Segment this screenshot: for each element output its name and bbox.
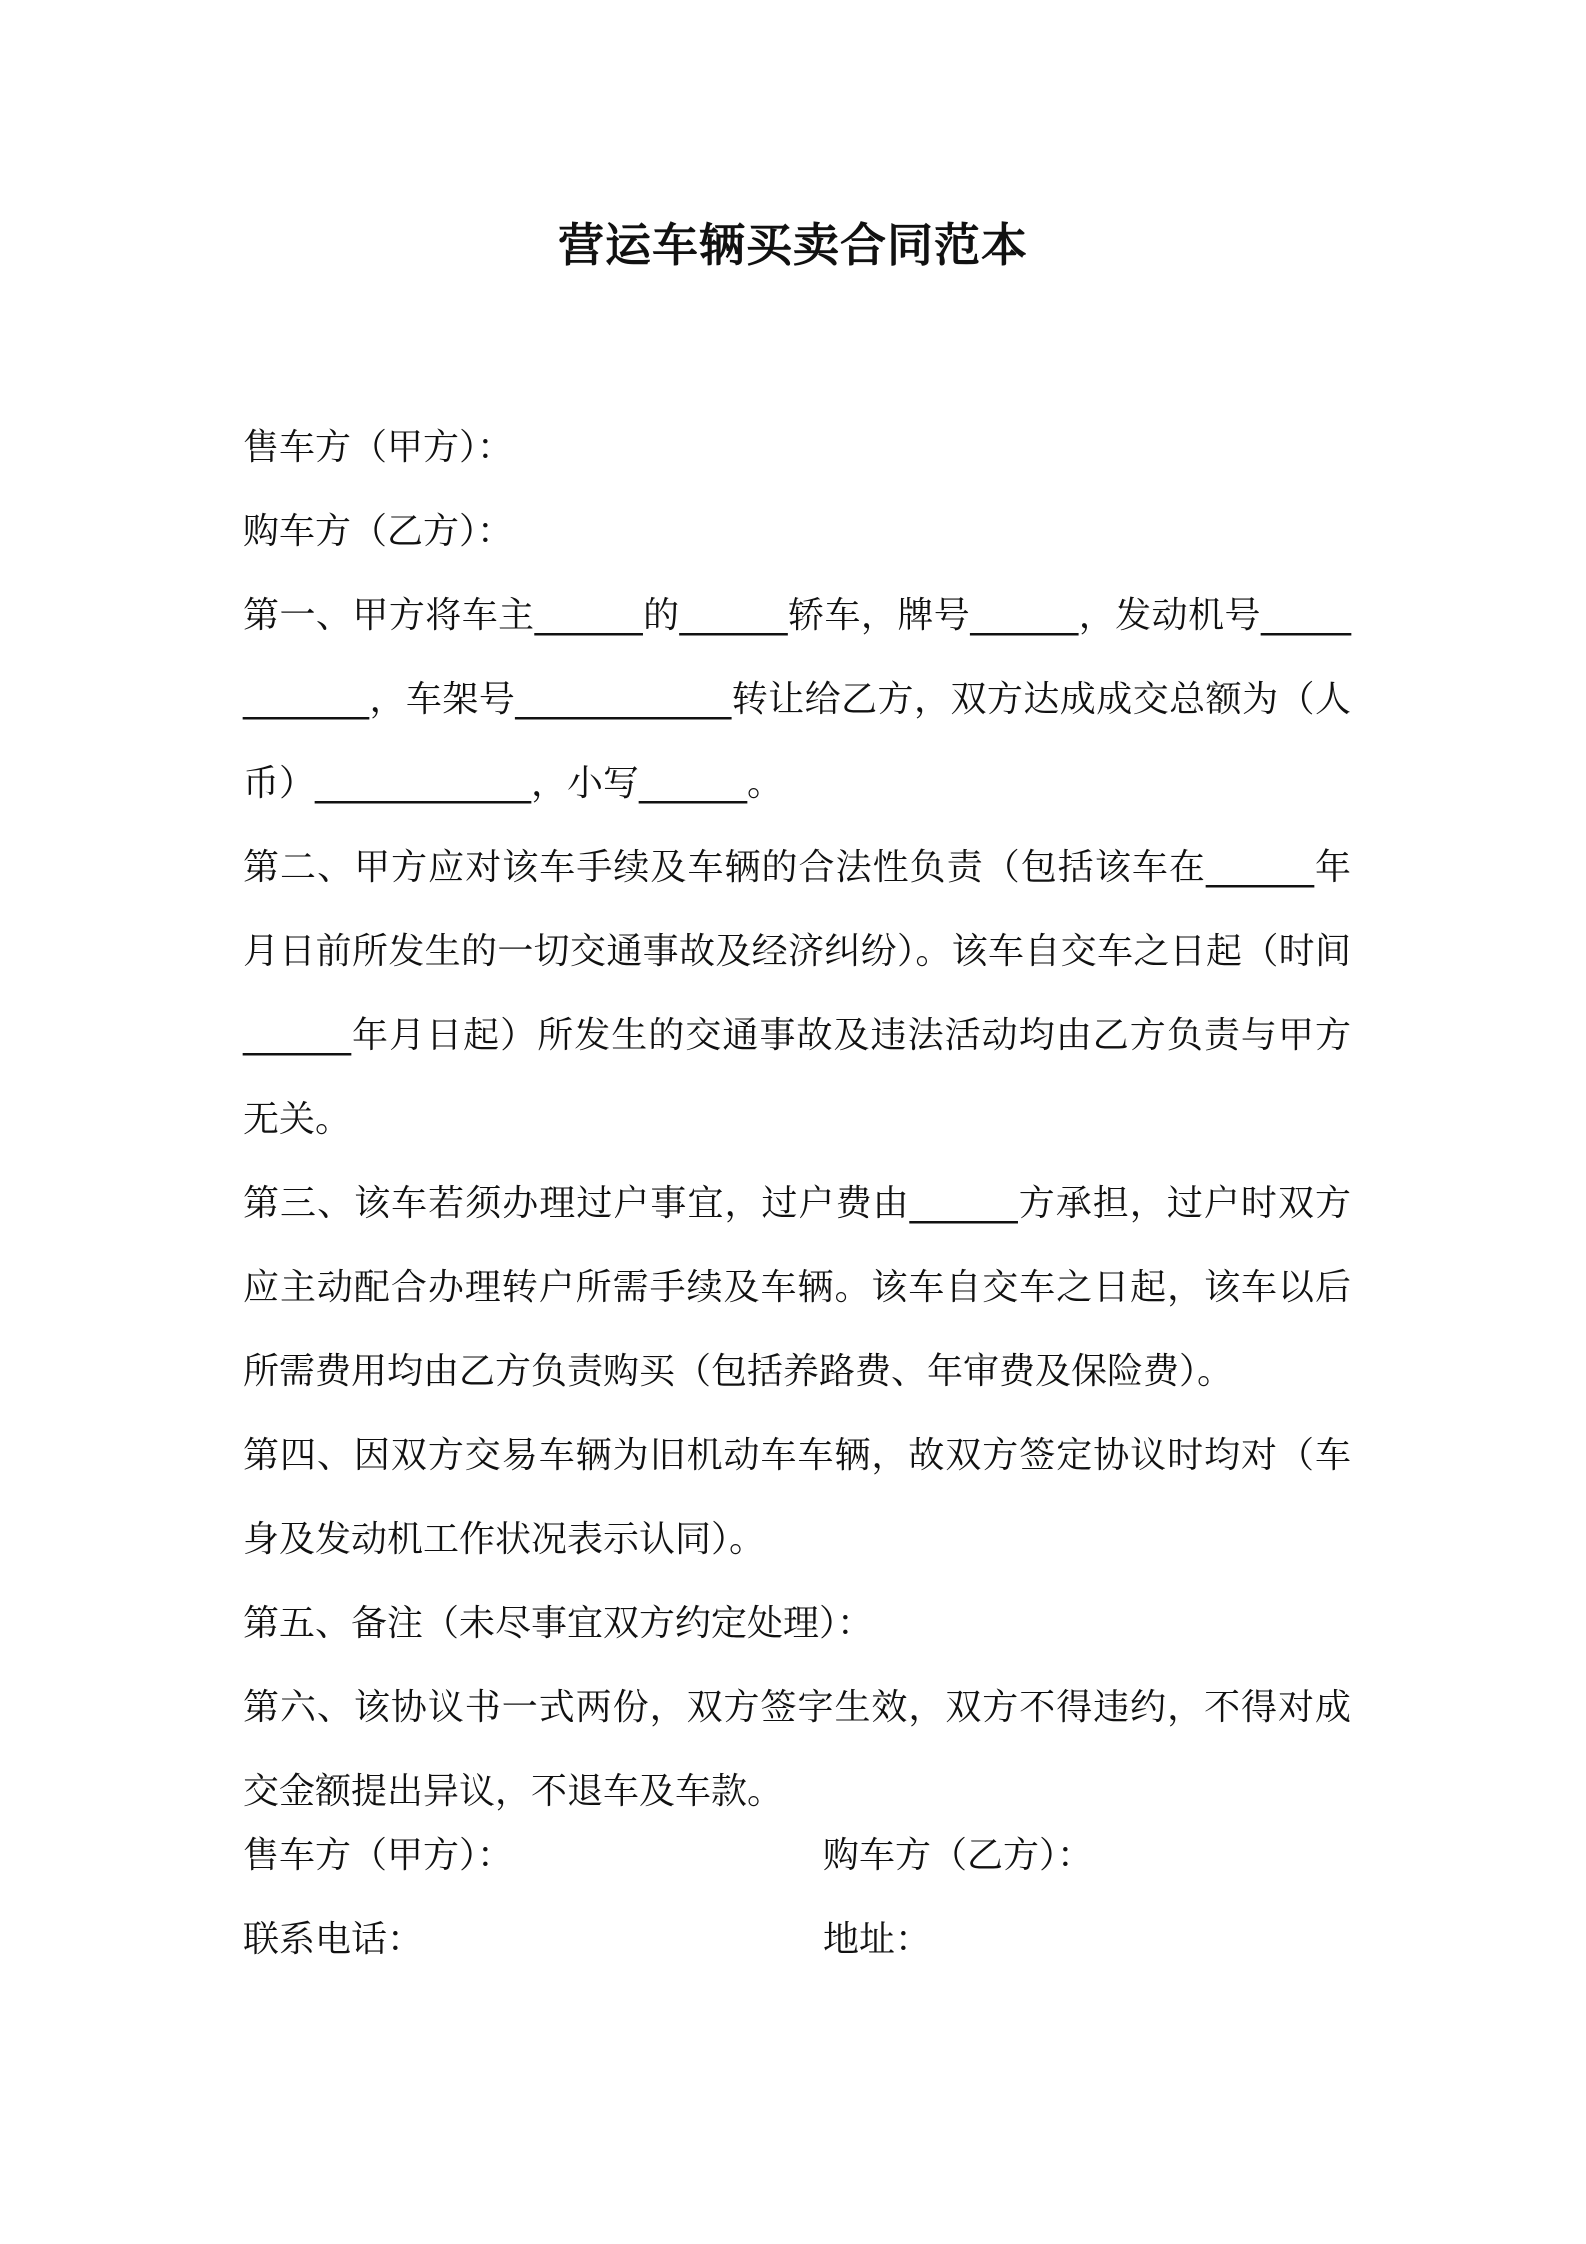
clause-3: 第三、该车若须办理过户事宜，过户费由______方承担，过户时双方应主动配合办理转户所需手续及车辆。该车自交车之日起，该车以后所需费用均由乙方负责购买（包括养路费、年审费及保险费）。 [243, 1183, 1351, 1392]
clause-4: 第四、因双方交易车辆为旧机动车车辆，故双方签定协议时均对（车身及发动机工作状况表示认同）。 [243, 1435, 1351, 1560]
signature-row-contact [243, 1910, 1351, 1970]
contract-body [243, 406, 1351, 1834]
clause-5: 第五、备注（未尽事宜双方约定处理）： [243, 1603, 874, 1644]
seller-label: 售车方（甲方）： [243, 427, 514, 468]
signature-row-parties [243, 1826, 1351, 1886]
signature-address-label: 地址： [823, 1919, 932, 1960]
clause-6: 第六、该协议书一式两份，双方签字生效，双方不得违约，不得对成交金额提出异议，不退车及车款。 [243, 1687, 1351, 1812]
signature-seller-label: 售车方（甲方）： [243, 1835, 514, 1876]
signature-buyer-label: 购车方（乙方）： [823, 1835, 1094, 1876]
document-title: 营运车辆买卖合同范本 [558, 218, 1028, 272]
clause-2: 第二、甲方应对该车手续及车辆的合法性负责（包括该车在______年月日前所发生的一切交通事故及经济纠纷）。该车自交车之日起（时间______年月日起）所发生的交通事故及违法活动均由乙方负责与甲方无关。 [243, 847, 1351, 1140]
signature-phone-label: 联系电话： [243, 1919, 424, 1960]
clause-1: 第一、甲方将车主______的______轿车，牌号______，发动机号____________，车架号____________转让给乙方，双方达成成交总额为（人币）____________，小写______。 [243, 595, 1351, 804]
buyer-label: 购车方（乙方）： [243, 511, 514, 552]
